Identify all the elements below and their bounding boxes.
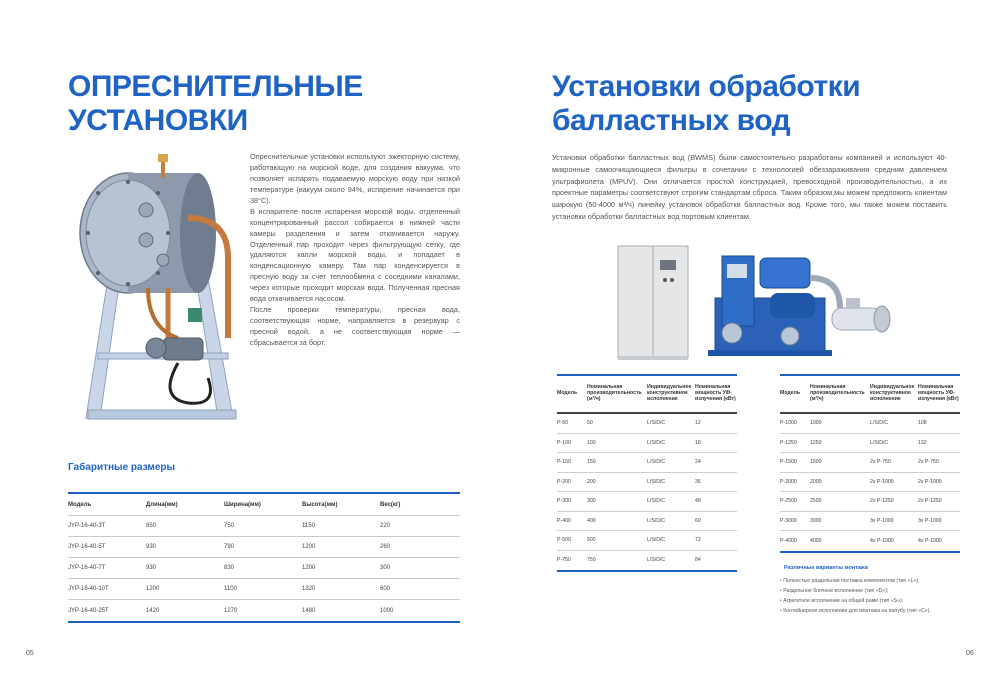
table-row	[557, 531, 737, 551]
table-cell: 2500	[810, 498, 822, 505]
table-cell: P-4000	[780, 537, 797, 544]
table-cell: 1200	[146, 586, 160, 592]
table-cell: 750	[224, 523, 235, 529]
table-cell: P-750	[557, 557, 571, 564]
table-row	[557, 434, 737, 454]
bwms-table-small	[557, 374, 737, 572]
table-cell: L/S/D/C	[647, 420, 666, 427]
right-page	[500, 0, 1000, 683]
table-cell: L/S/D/C	[647, 517, 666, 524]
table-cell: P-500	[557, 537, 571, 544]
table-cell: 1200	[302, 544, 316, 550]
table-cell: 2x P-750	[870, 459, 891, 466]
table-row	[557, 473, 737, 493]
table-cell: L/S/D/C	[647, 478, 666, 485]
table-cell: 2000	[810, 478, 822, 485]
table-cell: L/S/D/C	[870, 439, 889, 446]
table-cell: 600	[380, 586, 391, 592]
table-cell: 3000	[810, 517, 822, 524]
installation-options-list	[780, 576, 980, 617]
table-cell: P-1250	[780, 439, 797, 446]
column-header: Модель	[68, 501, 92, 508]
table-cell: 4x P-1000	[918, 537, 942, 544]
column-header: Номинальная мощность УФ-излучения (кВт)	[918, 384, 959, 402]
table-cell: 132	[918, 439, 927, 446]
table-cell: 3x P-1000	[870, 517, 894, 524]
title-line: УСТАНОВКИ	[68, 103, 248, 137]
table-cell: P-150	[557, 459, 571, 466]
column-header: Номинальная производительность (м³/ч)	[587, 384, 642, 402]
table-cell: 4x P-1000	[870, 537, 894, 544]
table-cell: 84	[695, 557, 701, 564]
column-header: Вес(кг)	[380, 501, 401, 508]
table-cell: L/S/D/C	[870, 420, 889, 427]
table-cell: 2x P-1000	[918, 478, 942, 485]
desalination-title	[68, 70, 363, 137]
column-header: Номинальная мощность УФ-излучения (кВт)	[695, 384, 736, 402]
table-row	[68, 516, 460, 537]
table-cell: 108	[918, 420, 927, 427]
table-row	[557, 492, 737, 512]
table-cell: 1320	[302, 586, 316, 592]
table-cell: 3x P-1000	[918, 517, 942, 524]
list-item: • Раздельное блочное исполнение (тип «D»);	[780, 586, 980, 596]
table-cell: 1150	[302, 523, 315, 529]
table-cell: 2x P-750	[918, 459, 939, 466]
table-cell: P-3000	[780, 517, 797, 524]
table-row	[557, 414, 737, 434]
table-cell: JYP-16-40-3T	[68, 523, 106, 529]
column-header: Длина(мм)	[146, 501, 178, 508]
table-header-row	[68, 494, 460, 516]
table-cell: 750	[587, 557, 596, 564]
title-line: ОПРЕСНИТЕЛЬНЫЕ	[68, 70, 363, 103]
table-cell: 1270	[224, 607, 238, 614]
column-header: Номинальная производительность (м³/ч)	[810, 384, 865, 402]
bwms-equipment-image	[610, 238, 900, 366]
table-row	[780, 512, 960, 532]
table-cell: 1000	[810, 420, 822, 427]
table-row	[780, 434, 960, 454]
table-row	[780, 492, 960, 512]
table-cell: L/S/D/C	[647, 498, 666, 505]
column-header: Индивидуальное конструктивное исполнение	[647, 384, 692, 402]
table-cell: JYP-16-40-5T	[68, 544, 106, 550]
table-cell: P-2000	[780, 478, 797, 485]
dimensions-table	[68, 492, 460, 623]
table-row	[557, 453, 737, 473]
dimensions-title: Габаритные размеры	[68, 462, 176, 473]
table-cell: JYP-16-40-10T	[68, 586, 109, 592]
table-cell: P-300	[557, 498, 571, 505]
list-item: • Агрегатное исполнение на общей раме (тип «S»);	[780, 596, 980, 606]
desalination-description	[250, 152, 460, 349]
table-cell: 60	[695, 517, 701, 524]
bwms-table-large	[780, 374, 960, 553]
table-cell: 790	[224, 544, 235, 550]
table-cell: 4000	[810, 537, 822, 544]
column-header: Индивидуальное конструктивное исполнение	[870, 384, 915, 402]
bwms-description: Установки обработки балластных вод (BWMS) были самостоятельно разработаны компанией и используют 40-микронные самоочищающиеся фильтры в сочетании с технологией обеззараживания средним давлением ультрафиолета (MPUV). Они отличается простой конструкцией, превосходной производительностью, а их проектные параметры соответствуют строгим стандартам сброса. Таким образом,мы можем предложить клиентам широкую (50-4000 м³/ч) линейку установок обработки балластных вод. Кроме того, мы также можем поставить установки обработки балластных вод портовым клиентам.	[552, 153, 947, 222]
description-paragraph: В испарителе после испарения морской воды, отделенный концентрированный рассол собирается в нижней части камеры разделения и затем откачивается наружу. Отделенный пар проходит через фильтрующую сетку, где удаляются капли морской воды, и попадает в конденсационную камеру. Там пар конденсируется в пресную воду за счет теплообмена с соседними каналами, через которые проходит морская вода. Полученная пресная вода откачивается насосом.	[250, 206, 460, 304]
table-cell: L/S/D/C	[647, 537, 666, 544]
table-header-row	[557, 376, 737, 414]
description-paragraph: После проверки температуры, пресная вода, соответствующая норме, направляется в резервуар с пресной водой, а не соответствующая норме — сбрасывается за борт.	[250, 305, 460, 347]
table-header-row	[780, 376, 960, 414]
table-cell: 1200	[302, 565, 316, 571]
table-cell: 830	[224, 565, 235, 571]
table-cell: 2x P-1250	[870, 498, 894, 505]
table-cell: 24	[695, 459, 701, 466]
table-cell: 72	[695, 537, 701, 544]
table-cell: 1500	[810, 459, 822, 466]
bwms-title	[552, 70, 860, 137]
table-cell: 1250	[810, 439, 822, 446]
column-header: Высота(мм)	[302, 501, 338, 508]
table-row	[68, 600, 460, 621]
page-number: 06	[966, 650, 974, 657]
title-line: Установки обработки	[552, 70, 861, 103]
table-row	[68, 579, 460, 600]
table-cell: 100	[587, 439, 596, 446]
table-cell: 2x P-1250	[918, 498, 942, 505]
table-cell: P-1500	[780, 459, 797, 466]
list-item: • Полностью раздельная поставка компонентов (тип «L»);	[780, 576, 980, 586]
table-cell: 1100	[224, 586, 237, 592]
table-cell: 930	[146, 544, 157, 550]
table-cell: 300	[380, 565, 391, 571]
title-line: балластных вод	[552, 103, 791, 137]
table-cell: 12	[695, 420, 701, 427]
table-cell: 200	[587, 478, 596, 485]
table-row	[557, 551, 737, 571]
table-cell: P-1000	[780, 420, 797, 427]
column-header: Модель	[780, 390, 801, 397]
table-cell: P-2500	[780, 498, 797, 505]
table-cell: 50	[587, 420, 593, 427]
table-row	[780, 473, 960, 493]
table-row	[557, 512, 737, 532]
page-number: 05	[26, 650, 34, 657]
table-row	[780, 414, 960, 434]
table-cell: 1000	[380, 607, 394, 614]
table-cell: 500	[587, 537, 596, 544]
table-cell: L/S/D/C	[647, 459, 666, 466]
table-cell: 220	[380, 523, 391, 529]
table-cell: 400	[587, 517, 596, 524]
column-header: Модель	[557, 390, 578, 397]
table-cell: 930	[146, 565, 157, 571]
table-cell: 18	[695, 439, 701, 446]
table-cell: 1420	[146, 607, 160, 614]
table-cell: P-50	[557, 420, 568, 427]
table-cell: 300	[587, 498, 596, 505]
table-row	[780, 453, 960, 473]
table-cell: 150	[587, 459, 596, 466]
table-cell: JYP-16-40-25T	[68, 607, 109, 614]
table-cell: P-200	[557, 478, 571, 485]
table-cell: 36	[695, 478, 701, 485]
table-cell: P-400	[557, 517, 571, 524]
list-item: • Контейнерное исполнение для монтажа на палубу (тип «C»).	[780, 606, 980, 616]
table-cell: L/S/D/C	[647, 439, 666, 446]
table-cell: JYP-16-40-7T	[68, 565, 106, 571]
table-cell: P-100	[557, 439, 571, 446]
column-header: Ширина(мм)	[224, 501, 261, 508]
table-cell: L/S/D/C	[647, 557, 666, 564]
table-cell: 260	[380, 544, 391, 550]
table-row	[780, 531, 960, 551]
table-row	[68, 558, 460, 579]
table-cell: 850	[146, 523, 157, 529]
table-row	[68, 537, 460, 558]
desalination-unit-image	[68, 148, 248, 428]
description-paragraph: Опреснительные установки используют эжекторную систему, работающую на морской воде, для создания вакуума, что позволяет испарять подаваемую морскую воду при низкой температуре (вакуум около 94%, испарение начинается при 38°C).	[250, 152, 460, 205]
table-cell: 1480	[302, 607, 316, 614]
table-cell: 48	[695, 498, 701, 505]
installation-options-title: Различные варианты монтажа	[784, 565, 868, 571]
table-cell: 2x P-1000	[870, 478, 894, 485]
